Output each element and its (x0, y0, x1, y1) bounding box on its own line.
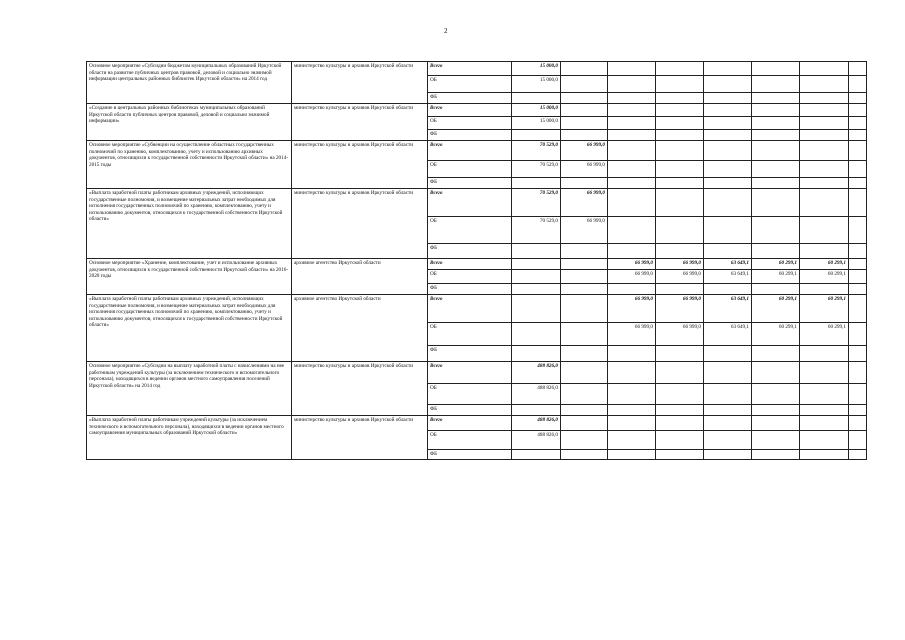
amount-cell (752, 217, 800, 244)
amount-cell: 63 649,1 (704, 270, 752, 284)
amount-cell (704, 141, 752, 161)
amount-cell (752, 450, 800, 460)
amount-cell (800, 117, 849, 130)
amount-cell (704, 217, 752, 244)
amount-cell (608, 161, 656, 178)
amount-cell (608, 362, 656, 384)
amount-cell (656, 450, 704, 460)
amount-cell (752, 130, 800, 141)
amount-cell (800, 189, 849, 217)
amount-cell (561, 62, 608, 76)
amount-cell (800, 62, 849, 76)
amount-cell (849, 384, 867, 405)
amount-cell (608, 189, 656, 217)
amount-cell (656, 346, 704, 362)
amount-cell (561, 431, 608, 450)
amount-cell: 60 299,1 (800, 259, 849, 270)
amount-cell (704, 405, 752, 416)
amount-cell (608, 284, 656, 295)
executor-cell: министерство культуры и архивов Иркутской области (292, 189, 428, 259)
amount-cell (704, 93, 752, 104)
funding-source-cell: Всего (428, 189, 512, 217)
amount-cell (512, 270, 561, 284)
amount-cell (752, 62, 800, 76)
table-row (87, 259, 867, 270)
amount-cell (608, 141, 656, 161)
activity-name-cell: Основное мероприятие «Субсидии бюджетам муниципальных образований Иркутской области на развитие публичных центров правовой, деловой и социально значимой информации центральных районных библиотек Иркутской области» на 2014 год (87, 62, 292, 104)
amount-cell (656, 130, 704, 141)
funding-source-cell: ОБ (428, 217, 512, 244)
amount-cell (561, 323, 608, 346)
amount-cell: 60 299,1 (800, 270, 849, 284)
amount-cell (704, 384, 752, 405)
amount-cell: 15 000,0 (512, 104, 561, 117)
amount-cell (608, 384, 656, 405)
amount-cell (561, 178, 608, 189)
executor-cell: министерство культуры и архивов Иркутской области (292, 104, 428, 141)
amount-cell: 63 649,1 (704, 259, 752, 270)
amount-cell (512, 323, 561, 346)
amount-cell: 15 000,0 (512, 76, 561, 93)
amount-cell: 60 299,1 (752, 295, 800, 323)
amount-cell: 60 299,1 (800, 323, 849, 346)
amount-cell (608, 93, 656, 104)
activity-name-cell: «Выплата заработной платы работникам архивных учреждений, исполняющих государственные полномочия, и возмещение материальных затрат необходимых для исполнения государственных полномочий по хранению, комплектованию, учету и использованию документов, относящихся к государственной собственности Иркутской области» (87, 189, 292, 259)
amount-cell: 66 999,0 (561, 217, 608, 244)
amount-cell (608, 405, 656, 416)
amount-cell (561, 270, 608, 284)
amount-cell (849, 141, 867, 161)
amount-cell (561, 130, 608, 141)
amount-cell (849, 431, 867, 450)
amount-cell (849, 244, 867, 259)
amount-cell (608, 104, 656, 117)
amount-cell: 60 299,1 (752, 259, 800, 270)
amount-cell (561, 384, 608, 405)
amount-cell (752, 362, 800, 384)
amount-cell: 66 999,0 (561, 141, 608, 161)
funding-source-cell: ФБ (428, 244, 512, 259)
amount-cell (704, 130, 752, 141)
amount-cell (704, 416, 752, 431)
amount-cell (752, 416, 800, 431)
amount-cell (752, 178, 800, 189)
amount-cell (608, 130, 656, 141)
amount-cell (512, 130, 561, 141)
amount-cell: 488 826,0 (512, 384, 561, 405)
amount-cell (752, 76, 800, 93)
amount-cell (656, 161, 704, 178)
amount-cell (704, 161, 752, 178)
amount-cell (800, 362, 849, 384)
amount-cell: 60 299,1 (752, 270, 800, 284)
amount-cell (800, 450, 849, 460)
amount-cell (561, 284, 608, 295)
amount-cell (800, 161, 849, 178)
amount-cell (752, 189, 800, 217)
amount-cell: 63 649,1 (704, 295, 752, 323)
amount-cell (608, 346, 656, 362)
amount-cell: 70 529,0 (512, 161, 561, 178)
amount-cell (704, 450, 752, 460)
amount-cell (561, 93, 608, 104)
amount-cell (608, 76, 656, 93)
amount-cell: 70 529,0 (512, 141, 561, 161)
amount-cell (512, 178, 561, 189)
amount-cell (849, 323, 867, 346)
amount-cell (561, 362, 608, 384)
funding-source-cell: ФБ (428, 405, 512, 416)
funding-source-cell: Всего (428, 259, 512, 270)
amount-cell (561, 346, 608, 362)
funding-source-cell: ОБ (428, 161, 512, 178)
amount-cell: 66 999,0 (656, 323, 704, 346)
table-row (87, 62, 867, 76)
amount-cell (800, 284, 849, 295)
amount-cell (608, 178, 656, 189)
amount-cell (849, 295, 867, 323)
funding-source-cell: ОБ (428, 270, 512, 284)
amount-cell (656, 405, 704, 416)
amount-cell (704, 178, 752, 189)
amount-cell (800, 431, 849, 450)
amount-cell (704, 431, 752, 450)
amount-cell (561, 416, 608, 431)
amount-cell (656, 431, 704, 450)
funding-source-cell: Всего (428, 141, 512, 161)
activity-name-cell: «Создание в центральных районных библиотеках муниципальных образований Иркутской области публичных центров правовой, деловой и социально значимой информации» (87, 104, 292, 141)
amount-cell: 60 299,1 (800, 295, 849, 323)
funding-source-cell: ОБ (428, 384, 512, 405)
amount-cell (849, 161, 867, 178)
amount-cell (656, 189, 704, 217)
amount-cell: 66 999,0 (608, 259, 656, 270)
amount-cell (656, 141, 704, 161)
amount-cell (512, 93, 561, 104)
amount-cell (800, 384, 849, 405)
executor-cell: архивное агентство Иркутской области (292, 295, 428, 362)
amount-cell (704, 76, 752, 93)
amount-cell (849, 76, 867, 93)
amount-cell (800, 346, 849, 362)
amount-cell (849, 416, 867, 431)
funding-source-cell: ОБ (428, 431, 512, 450)
amount-cell (561, 117, 608, 130)
amount-cell: 66 999,0 (561, 161, 608, 178)
activity-name-cell: Основное мероприятие «Субсидии на выплату заработной платы с начислениями на нее работникам учреждений культуры (за исключением технического и вспомогательного персонала), находящихся в ведении органов местного самоуправления поселений Иркутской области» на 2014 год (87, 362, 292, 416)
table-row (87, 189, 867, 217)
amount-cell (656, 117, 704, 130)
amount-cell (752, 104, 800, 117)
amount-cell: 63 649,1 (704, 323, 752, 346)
amount-cell (704, 284, 752, 295)
amount-cell (608, 117, 656, 130)
amount-cell (849, 178, 867, 189)
amount-cell: 488 826,0 (512, 362, 561, 384)
amount-cell (656, 62, 704, 76)
amount-cell (849, 217, 867, 244)
funding-source-cell: Всего (428, 104, 512, 117)
amount-cell: 60 299,1 (752, 323, 800, 346)
amount-cell (800, 416, 849, 431)
table-row (87, 104, 867, 117)
amount-cell: 66 999,0 (608, 323, 656, 346)
amount-cell (849, 62, 867, 76)
amount-cell (849, 189, 867, 217)
amount-cell (561, 76, 608, 93)
funding-source-cell: Всего (428, 416, 512, 431)
amount-cell (752, 161, 800, 178)
amount-cell (752, 346, 800, 362)
amount-cell (656, 104, 704, 117)
amount-cell (849, 284, 867, 295)
amount-cell (608, 450, 656, 460)
amount-cell (656, 384, 704, 405)
amount-cell (704, 346, 752, 362)
executor-cell: министерство культуры и архивов Иркутской области (292, 416, 428, 460)
amount-cell (512, 259, 561, 270)
funding-source-cell: ФБ (428, 130, 512, 141)
activity-name-cell: Основное мероприятие «Субвенции на осуществление областных государственных полномочий по хранению, комплектованию, учету и использованию архивных документов, относящихся к государственной собственности Иркутской области» на 2014-2015 годы (87, 141, 292, 189)
amount-cell (704, 62, 752, 76)
amount-cell (512, 295, 561, 323)
funding-source-cell: Всего (428, 295, 512, 323)
amount-cell: 66 999,0 (656, 259, 704, 270)
amount-cell (561, 450, 608, 460)
funding-source-cell: ОБ (428, 76, 512, 93)
funding-source-cell: ОБ (428, 323, 512, 346)
amount-cell: 66 999,0 (608, 295, 656, 323)
funding-source-cell: Всего (428, 362, 512, 384)
amount-cell (800, 178, 849, 189)
amount-cell (849, 130, 867, 141)
amount-cell: 66 999,0 (561, 189, 608, 217)
activity-name-cell: Основное мероприятие «Хранение, комплектование, учет и использование архивных документов, относящихся к государственной собственности Иркутской области» на 2016-2020 годы (87, 259, 292, 295)
amount-cell (752, 244, 800, 259)
amount-cell (849, 450, 867, 460)
amount-cell (800, 76, 849, 93)
amount-cell (512, 284, 561, 295)
funding-source-cell: Всего (428, 62, 512, 76)
amount-cell (656, 284, 704, 295)
amount-cell (656, 362, 704, 384)
table-row (87, 362, 867, 384)
amount-cell (608, 217, 656, 244)
amount-cell: 15 000,0 (512, 117, 561, 130)
amount-cell (561, 104, 608, 117)
amount-cell (704, 362, 752, 384)
amount-cell: 66 999,0 (656, 295, 704, 323)
amount-cell (704, 117, 752, 130)
amount-cell (512, 405, 561, 416)
funding-source-cell: ФБ (428, 178, 512, 189)
amount-cell (608, 62, 656, 76)
amount-cell (608, 244, 656, 259)
amount-cell: 66 999,0 (608, 270, 656, 284)
amount-cell (656, 76, 704, 93)
amount-cell (512, 244, 561, 259)
amount-cell (561, 405, 608, 416)
amount-cell (800, 244, 849, 259)
amount-cell (656, 217, 704, 244)
table-row (87, 141, 867, 161)
funding-source-cell: ФБ (428, 450, 512, 460)
funding-source-cell: ФБ (428, 93, 512, 104)
amount-cell (752, 405, 800, 416)
amount-cell (849, 93, 867, 104)
amount-cell (800, 93, 849, 104)
amount-cell: 70 529,0 (512, 189, 561, 217)
amount-cell (656, 244, 704, 259)
amount-cell (752, 284, 800, 295)
amount-cell: 66 999,0 (656, 270, 704, 284)
amount-cell (849, 362, 867, 384)
amount-cell (800, 217, 849, 244)
amount-cell (752, 431, 800, 450)
amount-cell (849, 259, 867, 270)
table-row (87, 416, 867, 431)
budget-table (86, 61, 867, 460)
amount-cell (656, 93, 704, 104)
table-row (87, 295, 867, 323)
amount-cell (800, 130, 849, 141)
amount-cell (656, 178, 704, 189)
amount-cell (752, 93, 800, 104)
amount-cell (656, 416, 704, 431)
funding-source-cell: ФБ (428, 284, 512, 295)
amount-cell: 70 529,0 (512, 217, 561, 244)
amount-cell (849, 346, 867, 362)
executor-cell: министерство культуры и архивов Иркутской области (292, 62, 428, 104)
amount-cell (512, 346, 561, 362)
page-number: 2 (444, 27, 448, 35)
amount-cell (752, 117, 800, 130)
amount-cell (752, 141, 800, 161)
amount-cell (800, 104, 849, 117)
activity-name-cell: «Выплата заработной платы работникам учреждений культуры (за исключением технического и вспомогательного персонала), находящихся в ведении органов местного самоуправления муниципальных образований Иркутской области» (87, 416, 292, 460)
funding-source-cell: ОБ (428, 117, 512, 130)
amount-cell: 488 826,0 (512, 431, 561, 450)
amount-cell (561, 295, 608, 323)
amount-cell (608, 431, 656, 450)
activity-name-cell: «Выплата заработной платы работникам архивных учреждений, исполняющих государственные полномочия, и возмещение материальных затрат необходимых для исполнения государственных полномочий по хранению, комплектованию, учету и использованию документов, относящихся к государственной собственности Иркутской области» (87, 295, 292, 362)
amount-cell: 15 000,0 (512, 62, 561, 76)
amount-cell (704, 189, 752, 217)
amount-cell (849, 117, 867, 130)
amount-cell (608, 416, 656, 431)
amount-cell (800, 141, 849, 161)
amount-cell (849, 104, 867, 117)
amount-cell (512, 450, 561, 460)
amount-cell (704, 104, 752, 117)
funding-source-cell: ФБ (428, 346, 512, 362)
amount-cell (752, 384, 800, 405)
amount-cell (704, 244, 752, 259)
amount-cell (561, 259, 608, 270)
executor-cell: министерство культуры и архивов Иркутской области (292, 362, 428, 416)
amount-cell (849, 405, 867, 416)
amount-cell: 488 826,0 (512, 416, 561, 431)
executor-cell: архивное агентство Иркутской области (292, 259, 428, 295)
executor-cell: министерство культуры и архивов Иркутской области (292, 141, 428, 189)
amount-cell (849, 270, 867, 284)
amount-cell (800, 405, 849, 416)
amount-cell (561, 244, 608, 259)
